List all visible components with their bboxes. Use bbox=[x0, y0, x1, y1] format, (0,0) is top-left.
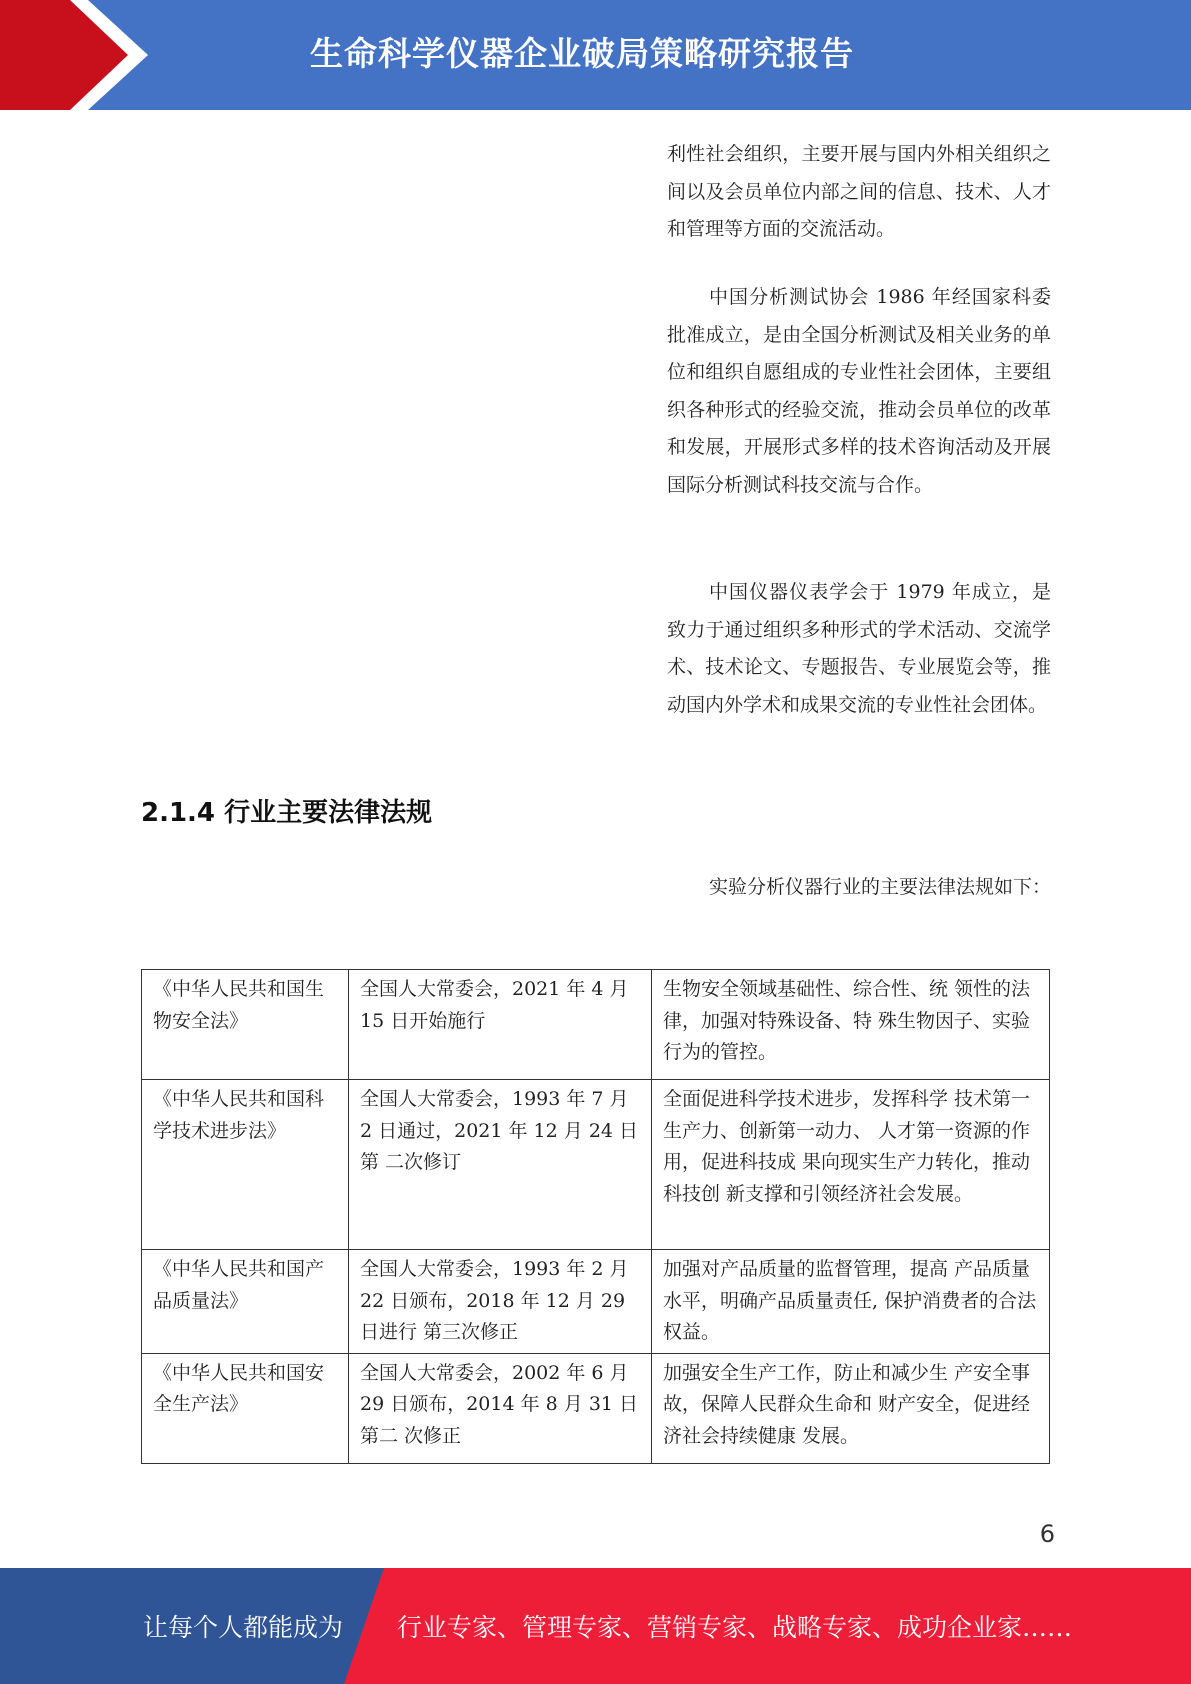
law-description-cell: 生物安全领域基础性、综合性、统 领性的法律，加强对特殊设备、特 殊生物因子、实验行为的管控。 bbox=[652, 970, 1050, 1080]
paragraph-instrument-society: 中国仪器仪表学会于 1979 年成立，是致力于通过组织多种形式的学术活动、交流学术、技术论文、专题报告、专业展览会等，推动国内外学术和成果交流的专业性社会团体。 bbox=[667, 581, 1051, 716]
table-row bbox=[142, 1353, 1050, 1463]
page-number: 6 bbox=[1039, 1520, 1055, 1548]
law-issuer-cell: 全国人大常委会，2021 年 4 月 15 日开始施行 bbox=[349, 970, 652, 1080]
footer-slogan-right: 行业专家、管理专家、营销专家、战略专家、成功企业家…… bbox=[397, 1613, 1073, 1642]
law-description-cell: 加强对产品质量的监督管理，提高 产品质量水平，明确产品质量责任, 保护消费者的合法权益。 bbox=[652, 1250, 1050, 1354]
laws-table bbox=[141, 969, 1050, 1464]
law-name-cell: 《中华人民共和国生 物安全法》 bbox=[142, 970, 349, 1080]
header-title: 生命科学仪器企业破局策略研究报告 bbox=[310, 34, 854, 73]
law-name-cell: 《中华人民共和国产 品质量法》 bbox=[142, 1250, 349, 1354]
law-name-cell: 《中华人民共和国安 全生产法》 bbox=[142, 1353, 349, 1463]
paragraph-analysis-association: 中国分析测试协会 1986 年经国家科委批准成立，是由全国分析测试及相关业务的单位和组织自愿组成的专业性社会团体，主要组织各种形式的经验交流，推动会员单位的改革和发展，开展形式多样的技术咨询活动及开展国际分析测试科技交流与合作。 bbox=[667, 286, 1051, 496]
table-row bbox=[142, 1250, 1050, 1354]
footer-slogan-left: 让每个人都能成为 bbox=[143, 1613, 344, 1642]
paragraph-laws-intro: 实验分析仪器行业的主要法律法规如下： bbox=[709, 876, 1052, 898]
page-header bbox=[0, 0, 1191, 110]
page-footer bbox=[0, 1568, 1191, 1684]
law-issuer-cell: 全国人大常委会，2002 年 6 月 29 日颁布，2014 年 8 月 31 日第二 次修正 bbox=[349, 1353, 652, 1463]
section-heading: 2.1.4 行业主要法律法规 bbox=[141, 798, 433, 828]
law-description-cell: 全面促进科学技术进步，发挥科学 技术第一生产力、创新第一动力、 人才第一资源的作用，促进科技成 果向现实生产力转化，推动科技创 新支撑和引领经济社会发展。 bbox=[652, 1080, 1050, 1250]
paragraph-1: 利性社会组织，主要开展与国内外相关组织之间以及会员单位内部之间的信息、技术、人才和管理等方面的交流活动。 bbox=[667, 143, 1051, 240]
law-description-cell: 加强安全生产工作，防止和减少生 产安全事故，保障人民群众生命和 财产安全，促进经济社会持续健康 发展。 bbox=[652, 1353, 1050, 1463]
table-row bbox=[142, 970, 1050, 1080]
law-issuer-cell: 全国人大常委会，1993 年 2 月 22 日颁布，2018 年 12 月 29 日进行 第三次修正 bbox=[349, 1250, 652, 1354]
law-issuer-cell: 全国人大常委会，1993 年 7 月 2 日通过，2021 年 12 月 24 日第 二次修订 bbox=[349, 1080, 652, 1250]
law-name-cell: 《中华人民共和国科 学技术进步法》 bbox=[142, 1080, 349, 1250]
table-row bbox=[142, 1080, 1050, 1250]
